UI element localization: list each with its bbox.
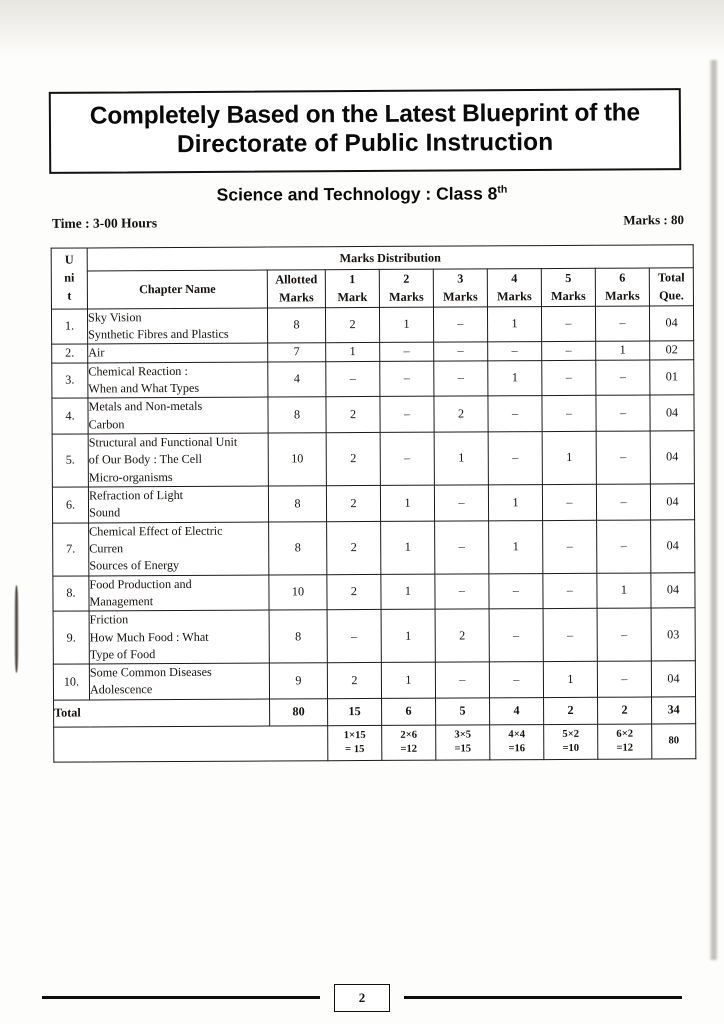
table-row [53, 608, 695, 664]
unit-number: 7. [53, 522, 89, 575]
marks-cell-4: 1 [488, 484, 542, 520]
calculation-cell-2 [382, 725, 436, 760]
marks-cell-1: 2 [327, 663, 381, 699]
chapter-name-line: Food Production and [89, 576, 192, 591]
table-calculation-row [54, 724, 696, 762]
table-body [51, 305, 695, 762]
marks-cell-6: – [596, 395, 650, 431]
table-total-row [54, 697, 696, 727]
marks-cell-3: – [435, 520, 489, 573]
marks-cell-3: – [433, 306, 487, 342]
chapter-name-line: Chemical Effect of Electric [89, 523, 223, 538]
marks-distribution-table-wrapper [51, 244, 684, 762]
chapter-name-line: How Much Food : What [89, 629, 209, 644]
marks-cell-5: – [542, 484, 596, 520]
marks-cell-1: 2 [326, 485, 380, 521]
marks-cell-5: 1 [543, 661, 597, 697]
banner-line-2: Directorate of Public Instruction [176, 128, 554, 159]
marks-cell-6: – [597, 608, 651, 661]
calculation-expression: 1×15 [343, 729, 366, 741]
table-row [51, 305, 693, 344]
marks-cell-3: – [434, 485, 488, 521]
chapter-name-line: Air [88, 345, 105, 360]
chapter-name-cell [89, 610, 269, 664]
allotted-marks-cell: 10 [268, 433, 326, 486]
allotted-marks-cell: 8 [268, 486, 326, 522]
total-questions-cell: 04 [650, 484, 694, 520]
banner-line-1: Completely Based on the Latest Blueprint of the [89, 99, 641, 130]
table-row [52, 395, 694, 434]
calculation-result: = 15 [345, 743, 365, 755]
marks-cell-5: – [542, 342, 596, 361]
chapter-name-line: Metals and Non-metals [88, 399, 203, 414]
marks-cell-5: – [543, 608, 597, 661]
blueprint-banner [49, 88, 681, 174]
marks-cell-5: – [542, 360, 596, 396]
marks-cell-2: 1 [379, 307, 433, 343]
header-4-marks [487, 269, 541, 307]
allotted-marks-cell: 9 [269, 663, 327, 699]
total-marks-cell-4: 4 [490, 697, 544, 724]
footer-rule-left [42, 996, 320, 999]
marks-cell-4: 1 [487, 306, 541, 342]
unit-number: 1. [51, 309, 87, 345]
allotted-marks-cell: 4 [268, 361, 326, 397]
calculation-result: =10 [562, 742, 580, 754]
marks-cell-3: – [434, 342, 488, 361]
marks-cell-1: 2 [325, 307, 379, 343]
header-marks-distribution: Marks Distribution [87, 245, 693, 271]
table-row [53, 661, 695, 700]
total-marks-cell-1: 15 [328, 698, 382, 725]
chapter-name-line: Synthetic Fibres and Plastics [88, 326, 229, 342]
marks-cell-6: 1 [596, 341, 650, 360]
unit-number: 8. [53, 575, 89, 611]
unit-number: 3. [52, 363, 88, 399]
header-3-marks [433, 269, 487, 307]
marks-cell-3: – [435, 662, 489, 698]
header-4-marks-bottom: Marks [497, 289, 532, 304]
table-header-row-distribution [51, 245, 693, 271]
marks-cell-4: – [488, 342, 542, 361]
marks-cell-5: – [541, 306, 595, 342]
chapter-name-line: Structural and Functional Unit [88, 434, 238, 450]
exam-time: Time : 3-00 Hours [51, 215, 158, 231]
marks-cell-3: 1 [434, 432, 488, 485]
marks-cell-3: 2 [435, 609, 489, 662]
calculation-expression: 3×5 [454, 728, 472, 741]
calculation-result: =12 [400, 743, 418, 755]
header-3-marks-top: 3 [457, 271, 464, 286]
exam-meta-row [52, 212, 684, 232]
total-questions-cell: 04 [650, 431, 694, 484]
marks-cell-6: – [597, 661, 651, 697]
chapter-name-line: Friction [89, 612, 129, 627]
marks-cell-1: 2 [327, 574, 381, 610]
total-questions-cell: 02 [650, 341, 694, 360]
unit-number: 5. [52, 434, 88, 487]
marks-cell-2: 1 [381, 662, 435, 698]
header-allotted-bottom: Marks [279, 290, 314, 305]
marks-cell-2: – [380, 396, 434, 432]
chapter-name-line: Adolescence [89, 682, 153, 697]
unit-number: 9. [53, 611, 89, 664]
marks-cell-3: 2 [434, 396, 488, 432]
table-row [52, 359, 694, 398]
marks-cell-1: 2 [327, 521, 381, 574]
calculation-result: =12 [616, 742, 634, 754]
marks-cell-5: – [543, 573, 597, 609]
marks-cell-6: – [595, 306, 649, 342]
marks-cell-4: 1 [488, 360, 542, 396]
total-questions-cell: 01 [650, 359, 694, 395]
chapter-name-line: When and What Types [88, 380, 200, 396]
unit-number: 10. [53, 664, 89, 700]
subject-title-text: Science and Technology : Class 8 [216, 183, 498, 205]
marks-cell-3: – [435, 573, 489, 609]
total-marks-cell-5: 2 [544, 697, 598, 724]
header-allotted-marks [267, 270, 325, 308]
header-unit [51, 248, 87, 309]
allotted-marks-cell: 8 [268, 397, 326, 433]
chapter-name-cell [88, 397, 268, 434]
header-2-marks [379, 269, 433, 307]
header-6-marks-top: 6 [619, 270, 626, 285]
calculation-cell-3 [436, 725, 490, 760]
calculation-expression: 5×2 [562, 728, 580, 740]
total-label: Total [54, 699, 270, 727]
marks-cell-4: – [488, 431, 542, 484]
marks-cell-2: 1 [381, 521, 435, 574]
calculation-result: =15 [454, 743, 472, 755]
calculation-cell-6 [598, 724, 652, 759]
calculation-cell-4 [490, 724, 544, 759]
table-header-row-columns [51, 268, 693, 309]
page-footer [0, 978, 724, 1018]
marks-cell-6: – [596, 360, 650, 396]
chapter-name-cell [89, 522, 269, 576]
chapter-name-line: of Our Body : The Cell [88, 452, 202, 467]
chapter-name-line: Some Common Diseases [89, 664, 212, 680]
scan-shadow-top [0, 0, 724, 58]
marks-cell-6: – [597, 520, 651, 573]
subject-title [0, 182, 724, 206]
total-marks-cell-6: 2 [598, 697, 652, 724]
marks-cell-2: – [380, 361, 434, 397]
chapter-name-line: Sound [89, 505, 121, 520]
table-row [52, 484, 694, 523]
total-allotted-marks: 80 [270, 699, 328, 726]
marks-cell-2: 1 [381, 609, 435, 662]
header-total-que-top: Total [657, 270, 685, 285]
calculation-cell-5 [544, 724, 598, 759]
header-1-mark-top: 1 [349, 272, 356, 287]
marks-cell-4: – [489, 573, 543, 609]
header-5-marks [541, 268, 595, 306]
total-marks-cell-2: 6 [382, 698, 436, 725]
marks-cell-4: 1 [489, 520, 543, 573]
table-row [53, 519, 695, 575]
allotted-marks-cell: 10 [269, 574, 327, 610]
marks-distribution-table [51, 244, 697, 762]
table-head [51, 245, 693, 309]
allotted-marks-cell: 8 [269, 521, 327, 574]
header-2-marks-bottom: Marks [389, 289, 424, 305]
header-unit-line-1: U [64, 252, 74, 267]
marks-cell-2: 1 [381, 574, 435, 610]
grand-total-marks: 80 [652, 724, 696, 759]
marks-cell-1: – [327, 610, 381, 663]
chapter-name-line: Type of Food [89, 646, 156, 662]
calculation-expression: 2×6 [400, 729, 418, 741]
chapter-name-cell [88, 362, 268, 399]
marks-cell-1: – [326, 361, 380, 397]
chapter-name-cell [88, 486, 268, 523]
footer-rule-right [404, 996, 682, 999]
total-questions-cell: 04 [651, 661, 695, 697]
scan-artifact-left-margin [14, 585, 19, 673]
chapter-name-line: Refraction of Light [88, 487, 184, 503]
header-3-marks-bottom: Marks [443, 289, 478, 304]
chapter-name-cell [88, 433, 268, 487]
header-total-que [649, 268, 693, 306]
marks-cell-1: 2 [326, 397, 380, 433]
allotted-marks-cell: 7 [268, 343, 326, 362]
header-1-mark [325, 269, 379, 307]
header-unit-line-3: t [67, 288, 72, 303]
total-questions-cell: 04 [650, 395, 694, 431]
header-total-que-bottom: Que. [659, 288, 684, 303]
marks-cell-5: – [543, 520, 597, 573]
marks-cell-3: – [434, 360, 488, 396]
total-questions-cell: 04 [651, 519, 695, 572]
calculation-cell-1 [328, 725, 382, 760]
chapter-name-cell [89, 663, 269, 700]
marks-cell-6: – [596, 431, 650, 484]
page-number: 2 [334, 984, 390, 1012]
unit-number: 2. [52, 344, 88, 363]
unit-number: 6. [52, 487, 88, 523]
chapter-name-line: Sky Vision [87, 309, 142, 325]
marks-cell-2: – [380, 342, 434, 361]
calculation-expression: 6×2 [616, 728, 634, 740]
header-4-marks-top: 4 [511, 271, 518, 286]
header-6-marks-bottom: Marks [605, 288, 640, 304]
chapter-name-line: Micro-organisms [88, 469, 173, 485]
header-unit-line-2: ni [64, 270, 75, 285]
marks-cell-1: 2 [326, 432, 380, 485]
total-marks-cell-3: 5 [436, 698, 490, 725]
unit-number: 4. [52, 398, 88, 434]
table-row [53, 572, 695, 611]
marks-cell-5: 1 [542, 431, 596, 484]
header-1-mark-bottom: Mark [337, 290, 368, 305]
total-questions-sum: 34 [652, 697, 696, 724]
marks-cell-4: – [489, 609, 543, 662]
chapter-name-line: Management [89, 593, 154, 609]
header-5-marks-bottom: Marks [551, 289, 586, 304]
marks-cell-2: 1 [380, 485, 434, 521]
chapter-name-line: Chemical Reaction : [88, 363, 188, 379]
marks-cell-4: – [488, 396, 542, 432]
header-6-marks [595, 268, 649, 306]
chapter-name-cell [87, 308, 267, 345]
header-chapter-name: Chapter Name [87, 270, 267, 309]
chapter-name-line: Curren [89, 541, 124, 556]
allotted-marks-cell: 8 [269, 610, 327, 663]
marks-cell-4: – [489, 662, 543, 698]
calculation-row-blank [54, 726, 328, 762]
total-questions-cell: 04 [651, 572, 695, 608]
table-row [52, 431, 694, 487]
marks-cell-6: 1 [597, 573, 651, 609]
header-allotted-top: Allotted [275, 272, 318, 287]
subject-ordinal-suffix: th [497, 183, 508, 196]
marks-cell-5: – [542, 396, 596, 432]
total-questions-cell: 04 [649, 305, 693, 341]
marks-cell-2: – [380, 432, 434, 485]
header-5-marks-top: 5 [565, 270, 572, 285]
calculation-result: =16 [508, 742, 526, 755]
chapter-name-line: Sources of Energy [89, 558, 180, 573]
allotted-marks-cell: 8 [267, 307, 325, 343]
calculation-expression: 4×4 [508, 728, 526, 740]
marks-cell-1: 1 [326, 343, 380, 362]
exam-total-marks: Marks : 80 [623, 212, 685, 228]
marks-cell-6: – [596, 484, 650, 520]
chapter-name-cell [89, 575, 269, 612]
chapter-name-line: Carbon [88, 416, 125, 432]
header-2-marks-top: 2 [403, 271, 410, 286]
chapter-name-cell [88, 343, 268, 362]
total-questions-cell: 03 [651, 608, 695, 661]
